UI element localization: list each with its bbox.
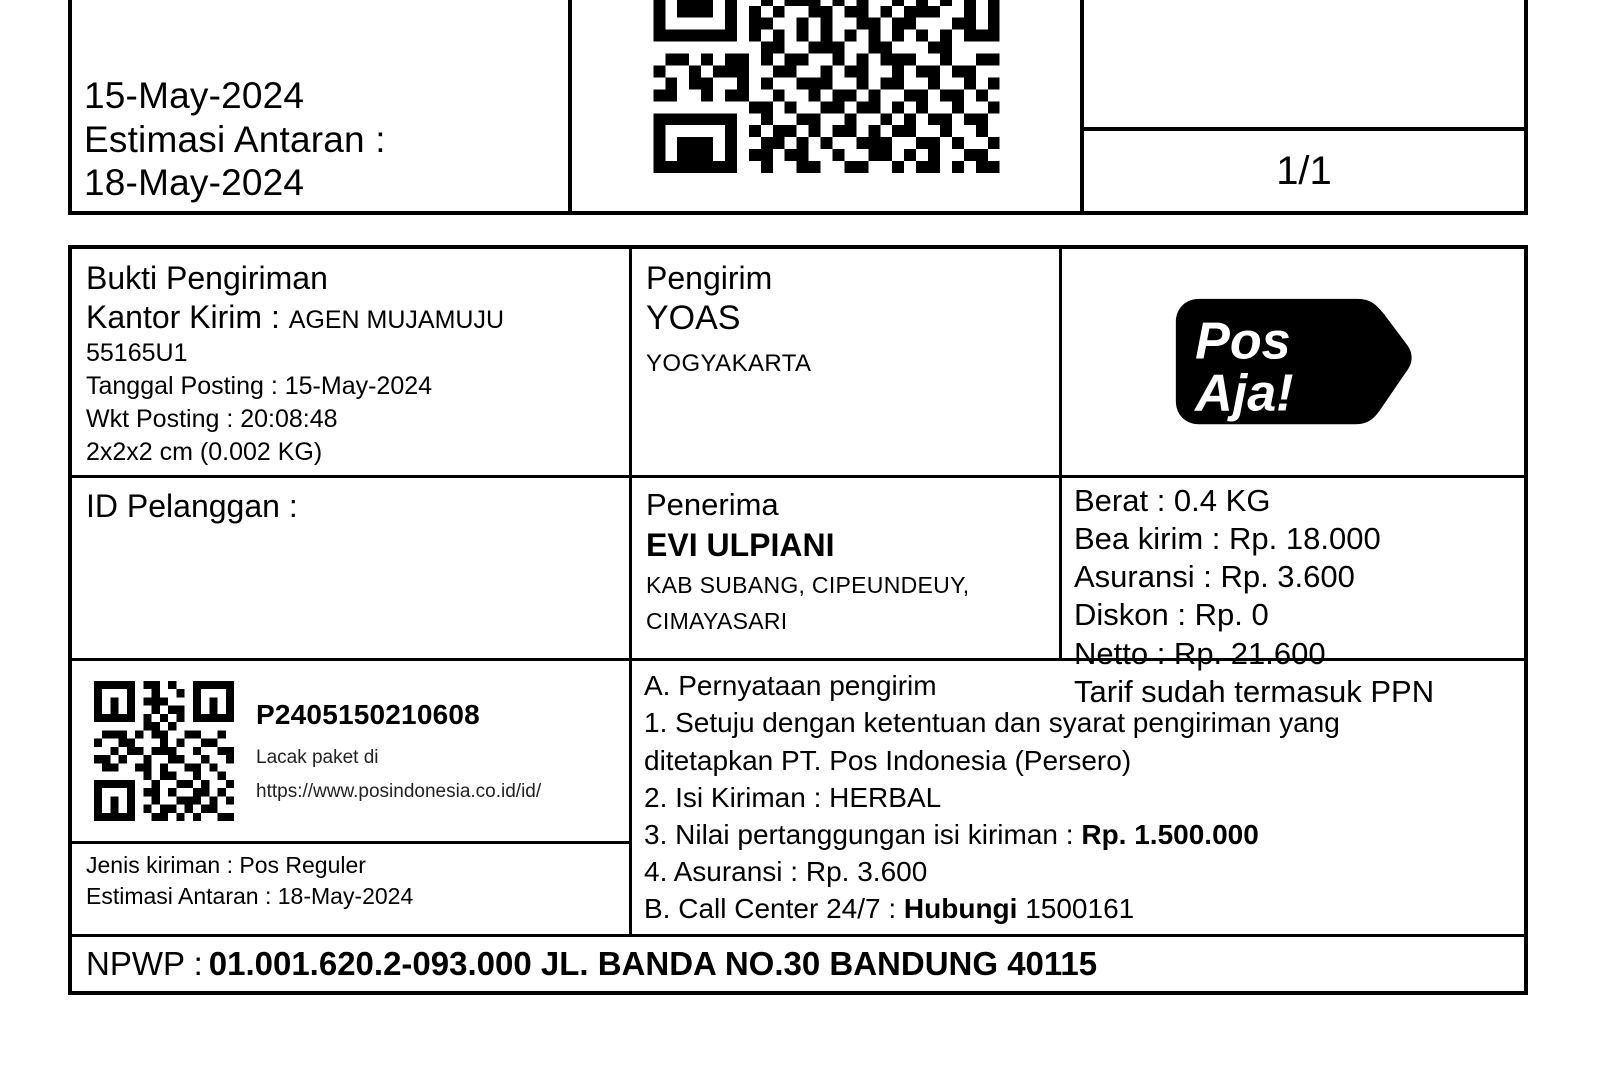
pernyataan-item1-line1: 1. Setuju dengan ketentuan dan syarat pengiriman yang bbox=[644, 707, 1340, 739]
bukti-pengiriman-cell bbox=[72, 249, 632, 475]
dimensi-paket: 2x2x2 cm (0.002 KG) bbox=[86, 438, 323, 467]
body-row-tracking bbox=[72, 661, 1524, 937]
jenis-kiriman-area bbox=[72, 844, 629, 934]
call-center-hubungi: Hubungi bbox=[903, 893, 1018, 925]
id-pelanggan-cell bbox=[72, 478, 632, 658]
pengirim-label: Pengirim bbox=[646, 260, 773, 296]
pernyataan-pengirim-cell bbox=[632, 661, 1524, 934]
page-number: 1/1 bbox=[1276, 148, 1332, 193]
bea-kirim-value: Bea kirim : Rp. 18.000 bbox=[1074, 521, 1381, 557]
npwp-row bbox=[72, 937, 1524, 991]
call-center-number: 1500161 bbox=[1017, 893, 1135, 925]
pernyataan-item4-asuransi: 4. Asuransi : Rp. 3.600 bbox=[644, 856, 928, 888]
qr-code-tracking-icon bbox=[94, 681, 234, 821]
tracking-cell bbox=[72, 661, 632, 934]
tracking-info bbox=[234, 699, 541, 803]
qr-code-cell bbox=[572, 0, 1084, 211]
tanggal-posting: Tanggal Posting : 15-May-2024 bbox=[86, 372, 433, 401]
jenis-kiriman: Jenis kiriman : Pos Reguler bbox=[86, 851, 366, 878]
waktu-posting: Wkt Posting : 20:08:48 bbox=[86, 405, 338, 434]
penerima-label: Penerima bbox=[646, 487, 779, 523]
resi-number: P2405150210608 bbox=[256, 698, 480, 730]
estimasi-antaran-date: 18-May-2024 bbox=[84, 162, 305, 204]
ppn-note: Tarif sudah termasuk PPN bbox=[1074, 673, 1435, 709]
penerima-cell bbox=[632, 478, 1062, 658]
pernyataan-item1-line2: ditetapkan PT. Pos Indonesia (Persero) bbox=[644, 744, 1132, 776]
biaya-cell bbox=[1062, 478, 1524, 709]
bukti-pengiriman-title: Bukti Pengiriman bbox=[86, 260, 328, 296]
diskon-value: Diskon : Rp. 0 bbox=[1074, 597, 1269, 633]
lacak-label: Lacak paket di bbox=[256, 746, 379, 768]
svg-text:Pos: Pos bbox=[1194, 312, 1291, 371]
call-center-label: B. Call Center 24/7 : bbox=[644, 893, 904, 925]
pengirim-city: YOGYAKARTA bbox=[646, 349, 812, 377]
pernyataan-item2-isi-kiriman: 2. Isi Kiriman : HERBAL bbox=[644, 781, 942, 813]
pernyataan-heading: A. Pernyataan pengirim bbox=[644, 670, 937, 702]
body-row-sender bbox=[72, 249, 1524, 478]
asuransi-value: Asuransi : Rp. 3.600 bbox=[1074, 559, 1355, 595]
pernyataan-item3-nilai-pertanggungan bbox=[644, 816, 1512, 853]
berat-value: Berat : 0.4 KG bbox=[1074, 483, 1271, 519]
label-header-section bbox=[68, 0, 1528, 215]
kantor-kirim-label: Kantor Kirim : bbox=[86, 299, 280, 336]
pengirim-name: YOAS bbox=[646, 299, 741, 338]
label-body-section bbox=[68, 245, 1528, 995]
pos-aja-logo-cell bbox=[1062, 249, 1524, 475]
kantor-kirim-code: 55165U1 bbox=[86, 339, 188, 368]
penerima-address-line2: CIMAYASARI bbox=[646, 607, 788, 634]
qr-code-large-icon bbox=[649, 0, 1004, 173]
tracking-url[interactable]: https://www.posindonesia.co.id/id/ bbox=[256, 780, 542, 802]
nilai-pertanggungan-value: Rp. 1.500.000 bbox=[1081, 819, 1259, 850]
kantor-kirim-value: AGEN MUJAMUJU bbox=[288, 306, 505, 335]
penerima-name: EVI ULPIANI bbox=[646, 527, 835, 564]
npwp-label: NPWP : bbox=[86, 944, 203, 982]
tracking-qr-area bbox=[72, 661, 629, 844]
npwp-value: 01.001.620.2-093.000 JL. BANDA NO.30 BANDUNG 40115 bbox=[208, 944, 1098, 982]
estimasi-antaran-label: Estimasi Antaran : bbox=[84, 118, 386, 160]
id-pelanggan-label: ID Pelanggan : bbox=[86, 488, 298, 525]
call-center-line bbox=[644, 890, 1512, 927]
penerima-address-line1: KAB SUBANG, CIPEUNDEUY, bbox=[646, 572, 970, 599]
estimasi-antaran-bottom: Estimasi Antaran : 18-May-2024 bbox=[86, 883, 414, 910]
pos-aja-logo-icon bbox=[1166, 295, 1421, 430]
page-number-cell bbox=[1084, 0, 1524, 211]
netto-value: Netto : Rp. 21.600 bbox=[1074, 635, 1326, 671]
nilai-pertanggungan-label: 3. Nilai pertanggungan isi kiriman : bbox=[644, 819, 1082, 850]
delivery-date-cell bbox=[72, 0, 572, 211]
posting-date-text: 15-May-2024 bbox=[84, 75, 305, 117]
header-blank-area bbox=[1084, 0, 1524, 131]
svg-text:Aja!: Aja! bbox=[1194, 364, 1294, 423]
pengirim-cell bbox=[632, 249, 1062, 475]
